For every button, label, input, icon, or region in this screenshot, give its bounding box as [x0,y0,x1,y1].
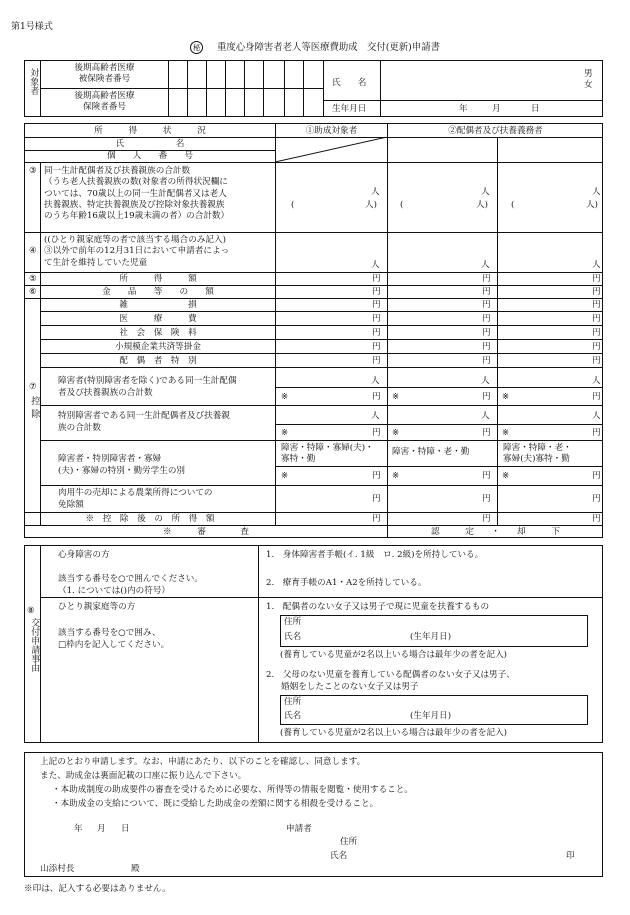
row4-c1-unit: 人 [371,260,380,270]
declaration-line-2: また、助成金は裏面記載の口座に振り込んで下さい。 [40,771,247,781]
income-amount-label: 所 得 額 [119,274,197,284]
cattle-exemption-label: 肉用牛の売却による農業所得についての 免除額 [58,488,213,510]
birth-year-label: 年 [459,104,468,114]
declaration-line-1: 上記のとおり申請します。なお、申請にあたり、以下のことを確認し、同意します。 [40,757,366,767]
disabled-dependents-label: 障害者(特別障害者を除く)である同一生計配偶 者及び扶養親族の合計数 [58,376,237,398]
row4-number: ④ [29,246,37,256]
row4-label: ((ひとり親家庭等の者で該当する場合のみ記入) ③以外で前年の12月31日において申請者によっ て生計を維持していた児童 [44,235,230,268]
declaration-line-4: ・本助成金の支給について、既に受給した助成金の差額に関する相殺を受けること。 [52,799,379,809]
apply-month-label: 月 [97,824,106,834]
confidential-mark: 秘 [190,41,203,54]
row4-c3-unit: 人 [592,260,601,270]
deduction-vertical-label: 控除 [29,396,40,422]
apply-year-label: 年 [74,824,83,834]
row3-c3-paren: ( [511,200,515,210]
col-spouse-header: ②配偶者及び扶養義務者 [448,126,543,136]
option-orphan-guardian[interactable]: 2. 父母のない児童を養育している配偶者のない女子又は男子、 婚姻をしたことのない女子又は男子 [266,670,515,692]
applicant-name-label: 氏名 [330,851,348,861]
mynumber-row-label: 個 人 番 号 [107,151,193,161]
child-address-label-2: 住所 [284,697,302,707]
subject-vertical-label: 対象者 [28,68,39,95]
deduction-small-business-mutual: 小規模企業共済等掛金 [115,342,201,352]
child-name-label-2: 氏名 [284,711,302,721]
income-header: 所 得 状 況 [94,126,206,136]
col-subject-header: ①助成対象者 [305,126,358,136]
disabled-person-title: 心身障害の方 [58,550,110,560]
name-label: 氏 名 [332,78,367,88]
review-label: ※ 審 査 [163,527,249,537]
after-deduction-income-label: ※ 控 除 後 の 所 得 額 [85,514,215,524]
addressee-honorific: 殿 [131,864,140,874]
birth-day-label: 日 [531,104,540,114]
category-options-subject[interactable]: 障害・特障・寡婦(夫)・ 寡特・勤 [281,443,374,465]
row3-c2-paren-close: 人) [476,200,488,210]
goods-amount-label: 金 品 等 の 額 [102,287,214,297]
issuance-number: ⑧ [27,606,35,616]
gender-female[interactable]: 女 [584,80,593,90]
deduction-medical: 医 療 費 [119,314,197,324]
deduction-spouse-special: 配 偶 者 特 別 [119,356,197,366]
title-text: 重度心身障害者老人等医療費助成 交付(更新)申請書 [217,42,440,53]
issuance-vertical-label: 交付申請事由 [29,618,40,672]
row3-c1-paren: ( [291,200,295,210]
row3-c2-paren: ( [400,200,404,210]
single-parent-title: ひとり親家庭等の方 [58,602,136,612]
special-disabled-dependents-label: 特別障害者である同一生計配偶者及び扶養親 族の合計数 [58,411,230,433]
applicant-label: 申請者 [286,824,312,834]
row3-c1-unit: 人 [371,187,380,197]
category-options-dependent[interactable]: 障害・特障・老・ 寡婦(夫)寡特・勤 [503,443,572,465]
row3-c3-paren-close: 人) [586,200,598,210]
form-number: 第1号様式 [11,22,53,32]
option-rehabilitation-certificate[interactable]: 2. 療育手帳のA1・A2を所持している。 [266,578,427,588]
child-birth-label-1: (生年月日) [410,632,452,642]
row4-c2-unit: 人 [481,260,490,270]
child-note-2: (養育している児童が2名以上いる場合は最年少の者を記入) [280,728,508,738]
option-single-parent[interactable]: 1. 配偶者のない女子又は男子で現に児童を扶養するもの [266,602,490,612]
row3-number: ③ [29,166,37,176]
addressee: 山添村長 [40,864,75,874]
name-row-label: 氏 名 [115,139,185,149]
diagonal-slash [275,137,387,162]
decision-label: 認 定 ・ 却 下 [431,527,560,537]
deduction-social-insurance: 社 会 保 険 料 [119,328,197,338]
child-birth-label-2: (生年月日) [410,711,452,721]
insured-number-label-1: 後期高齢者医療 被保険者番号 [74,63,135,84]
apply-day-label: 日 [121,824,130,834]
deduction-miscellaneous-loss: 雑 損 [119,300,197,310]
row3-c3-unit: 人 [592,187,601,197]
option-disability-certificate[interactable]: 1. 身体障害者手帳(イ. 1級 ロ. 2級)を所持している。 [266,550,484,560]
birthdate-label: 生年月日 [332,104,367,114]
insurer-number-label: 後期高齢者医療 保険者番号 [74,91,135,112]
row3-c2-unit: 人 [481,187,490,197]
row7-number: ⑦ [29,382,37,392]
row5-number: ⑤ [29,274,37,284]
birth-month-label: 月 [492,104,501,114]
disabled-person-help: 該当する番号を○で囲んでください。 （1. については()内の符号） [58,574,203,596]
applicant-address-label: 住所 [340,837,358,847]
child-name-label-1: 氏名 [284,632,302,642]
form-title [0,41,630,54]
single-parent-help: 該当する番号を○で囲み、 □枠内を記入してください。 [58,628,170,650]
category-options-spouse[interactable]: 障害・特障・老・勤 [392,447,470,457]
child-address-label-1: 住所 [284,617,302,627]
declaration-line-3: ・本助成制度の助成要件の審査を受けるために必要な、所得等の情報を閲覧・使用すること。 [52,785,413,795]
disability-widow-category-label: 障害者・特別障害者・寡婦 (夫)・寡婦の特別・勤労学生の別 [58,454,186,476]
row6-number: ⑥ [29,287,37,297]
gender-male[interactable]: 男 [584,69,593,79]
seal-mark: 印 [566,851,575,861]
row3-c1-paren-close: 人) [365,200,377,210]
footnote: ※印は、記入する必要はありません。 [24,884,171,894]
row3-label: 同一生計配偶者及び扶養親族の合計数 （うち老人扶養親族の数(対象者の所得状況欄に ついては、70歳以上の同一生計配偶者又は老人 扶養親族、特定扶養親族及び控除対象扶養親族 のうち年齢16歳以上19歳未満の者）の合計数） [44,166,230,222]
child-note-1: (養育している児童が2名以上いる場合は最年少の者を記入) [280,650,508,660]
